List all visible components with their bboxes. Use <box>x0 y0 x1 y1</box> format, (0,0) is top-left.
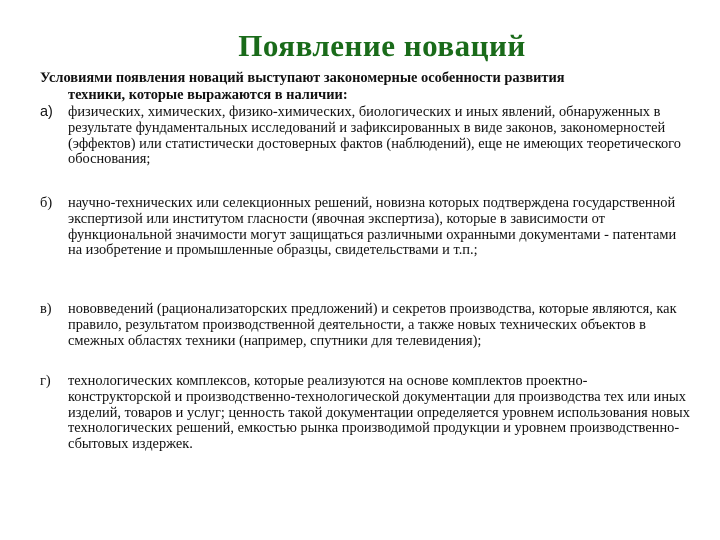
intro-line-1: Условиями появления новаций выступают закономерные особенности развития <box>40 70 565 86</box>
list-item-text: технологических комплексов, которые реализуются на основе комплектов проектно-конструкторской и производственно-технологической документации для производства тех или иных изделий, товаров и услуг; ценность такой документации определяется уровнем использования новых технологических решений, емкостью рынка производимой продукции и уровнем производственно-сбытовых издержек. <box>68 373 690 453</box>
slide-title: Появление новаций <box>238 28 526 63</box>
list-item-b <box>40 196 690 259</box>
list-item-g <box>40 374 690 453</box>
intro-paragraph <box>40 70 690 104</box>
list-item-a <box>40 105 690 168</box>
intro-line-2: техники, которые выражаются в наличии: <box>68 87 348 103</box>
list-marker: а) <box>40 104 53 120</box>
list-marker: г) <box>40 373 51 389</box>
list-marker: в) <box>40 301 52 317</box>
list-item-text: физических, химических, физико-химических, биологических и иных явлений, обнаруженных в результате фундаментальных исследований и зафиксированных в виде законов, закономерностей (эффектов) или статистически достоверных фактов (наблюдений), еще не имеющих теоретического обоснования; <box>68 104 681 168</box>
list-item-v <box>40 302 690 349</box>
list-item-text: нововведений (рационализаторских предложений) и секретов производства, которые являются, как правило, результатом производственной деятельности, а также новых технических объектов в смежных областях техники (например, спутники для телевидения); <box>68 301 677 349</box>
list-item-text: научно-технических или селекционных решений, новизна которых подтверждена государственной экспертизой или институтом гласности (явочная экспертиза), которые в зависимости от функциональной значимости могут защищаться различными охранными документами - патентами на изобретение и промышленные образцы, свидетельствами и т.п.; <box>68 195 677 259</box>
list-marker: б) <box>40 195 53 211</box>
